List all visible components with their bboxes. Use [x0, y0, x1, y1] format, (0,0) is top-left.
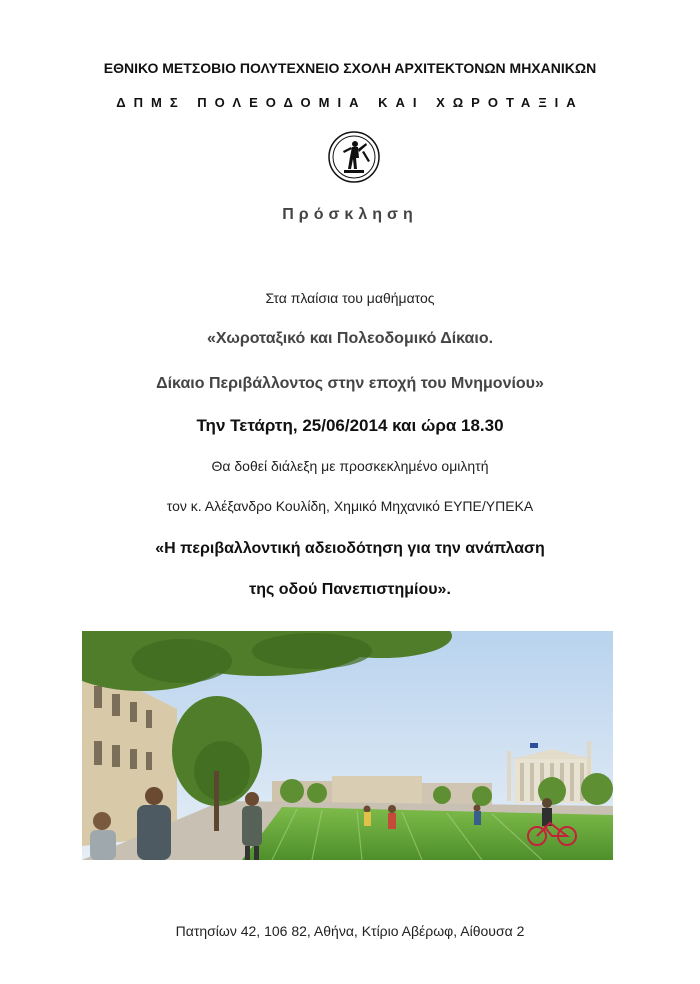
street-redevelopment-photo [82, 631, 613, 860]
course-title-line-2: Δίκαιο Περιβάλλοντος στην εποχή του Μνημονίου» [156, 375, 544, 392]
course-title-line-1: «Χωροταξικό και Πολεοδομικό Δίκαιο. [206, 330, 494, 347]
event-date-time: Την Τετάρτη, 25/06/2014 και ώρα 18.30 [196, 416, 504, 435]
department-name: ΔΠΜΣ ΠΟΛΕΟΔΟΜΙΑ ΚΑΙ ΧΩΡΟΤΑΞΙΑ [116, 95, 584, 110]
talk-title-line-1: «Η περιβαλλοντική αδειοδότηση για την ανάπλαση [155, 540, 545, 557]
institution-name: ΕΘΝΙΚΟ ΜΕΤΣΟΒΙΟ ΠΟΛΥΤΕΧΝΕΙΟ ΣΧΟΛΗ ΑΡΧΙΤΕΚΤΟΝΩΝ ΜΗΧΑΝΙΚΩΝ [103, 60, 597, 76]
venue-address: Πατησίων 42, 106 82, Αθήνα, Κτίριο Αβέρωφ, Αίθουσα 2 [175, 923, 525, 939]
lecture-announcement: Θα δοθεί διάλεξη με προσκεκλημένο ομιλητή [211, 458, 489, 474]
ntua-emblem-icon [328, 131, 380, 183]
talk-title-line-2: της οδού Πανεπιστημίου». [249, 581, 451, 598]
intro-text: Στα πλαίσια του μαθήματος [265, 290, 435, 306]
speaker-info: τον κ. Αλέξανδρο Κουλίδη, Χημικό Μηχανικό ΕΥΠΕ/ΥΠΕΚΑ [166, 498, 534, 514]
invitation-title: Πρόσκληση [282, 206, 418, 223]
